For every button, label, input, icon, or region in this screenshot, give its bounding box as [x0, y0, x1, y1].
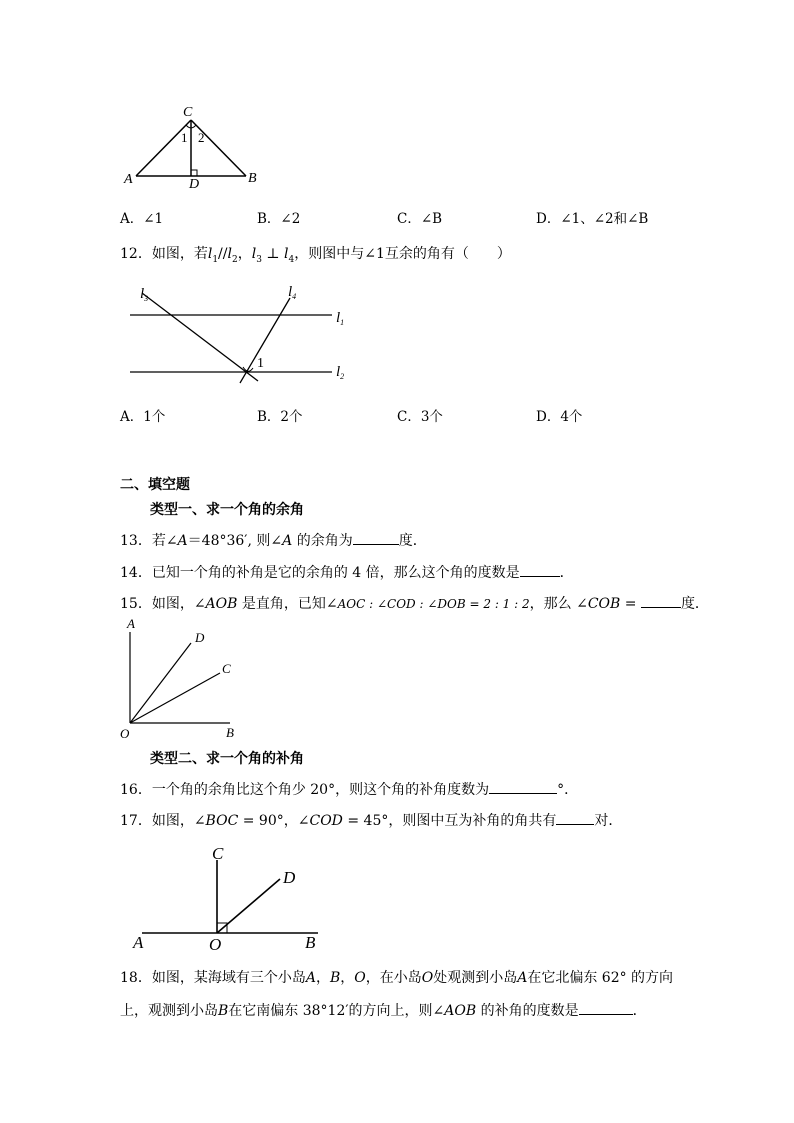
question-18-line2: 上，观测到小岛B在它南偏东 38°12′的方向上，则∠AOB 的补角的度数是 ．: [120, 1003, 647, 1019]
label-l4: $l_4$: [288, 284, 297, 301]
option-a[interactable]: A．∠1: [120, 211, 164, 227]
answer-blank[interactable]: [641, 595, 681, 608]
option-d[interactable]: D．4个: [536, 409, 583, 425]
figure-q11: [120, 100, 270, 195]
label-c: C: [212, 844, 224, 863]
label-b: B: [226, 725, 234, 740]
answer-blank[interactable]: [520, 564, 560, 577]
question-12: 12．如图，若$l_1//l_2$，$l_3$ ⊥ $l_4$，则图中与∠1互余的角有（ ）: [120, 246, 511, 265]
option-b[interactable]: B．2个: [257, 409, 303, 425]
segment-bc: [191, 120, 246, 176]
line-l4: [240, 298, 290, 383]
label-d: D: [189, 177, 200, 192]
figure-q15: [118, 615, 248, 743]
type-2-heading: 类型二、求一个角的补角: [150, 751, 304, 767]
option-c[interactable]: C．∠B: [397, 211, 443, 227]
label-angle-1: 1: [257, 356, 264, 371]
ray-od: [130, 643, 191, 723]
label-b: B: [305, 933, 316, 952]
question-16: 16．一个角的余角比这个角少 20°，则这个角的补角度数为 °．: [120, 782, 579, 798]
option-b[interactable]: B．∠2: [257, 211, 301, 227]
label-c: C: [183, 105, 193, 120]
ray-oc: [130, 673, 220, 723]
question-15: 15．如图，∠AOB 是直角，已知∠AOC : ∠COD : ∠DOB = 2 : 1 : 2，那么 ∠COB = 度．: [120, 596, 709, 612]
question-13: 13．若∠A＝48°36′, 则∠A 的余角为 度．: [120, 533, 427, 549]
label-2: 2: [198, 130, 205, 145]
answer-blank[interactable]: [556, 812, 594, 825]
question-14: 14．已知一个角的补角是它的余角的 4 倍，那么这个角的度数是 ．: [120, 565, 574, 581]
label-a: A: [133, 933, 144, 952]
right-angle-mark: [191, 170, 197, 176]
label-1: 1: [181, 130, 188, 145]
question-17: 17．如图，∠BOC = 90°，∠COD = 45°，则图中互为补角的角共有 对．: [120, 813, 623, 829]
section-title: 二、填空题: [120, 477, 190, 493]
option-c[interactable]: C．3个: [397, 409, 443, 425]
label-l2: $l_2$: [336, 364, 345, 381]
label-l3: $l_3$: [140, 286, 149, 303]
option-d[interactable]: D．∠1、∠2和∠B: [536, 211, 649, 227]
answer-blank[interactable]: [353, 532, 399, 545]
label-a: A: [124, 172, 133, 187]
segment-ac: [136, 120, 191, 176]
figure-q12: [120, 280, 360, 390]
label-b: B: [248, 171, 257, 186]
type-1-heading: 类型一、求一个角的余角: [150, 502, 304, 518]
label-l1: $l_1$: [336, 310, 345, 327]
label-d: D: [195, 630, 205, 645]
label-o: O: [209, 935, 222, 954]
option-a[interactable]: A．1个: [120, 409, 166, 425]
label-o: O: [120, 726, 130, 741]
answer-blank[interactable]: [579, 1002, 633, 1015]
question-18-line1: 18．如图，某海域有三个小岛A，B，O，在小岛O处观测到小岛A在它北偏东 62° 的方向: [120, 970, 674, 986]
label-a: A: [127, 616, 135, 631]
ray-od: [217, 879, 280, 933]
answer-blank[interactable]: [489, 781, 557, 794]
line-l3: [142, 293, 258, 381]
label-d: D: [283, 868, 296, 887]
figure-q17: [128, 838, 328, 958]
label-c: C: [222, 661, 231, 676]
